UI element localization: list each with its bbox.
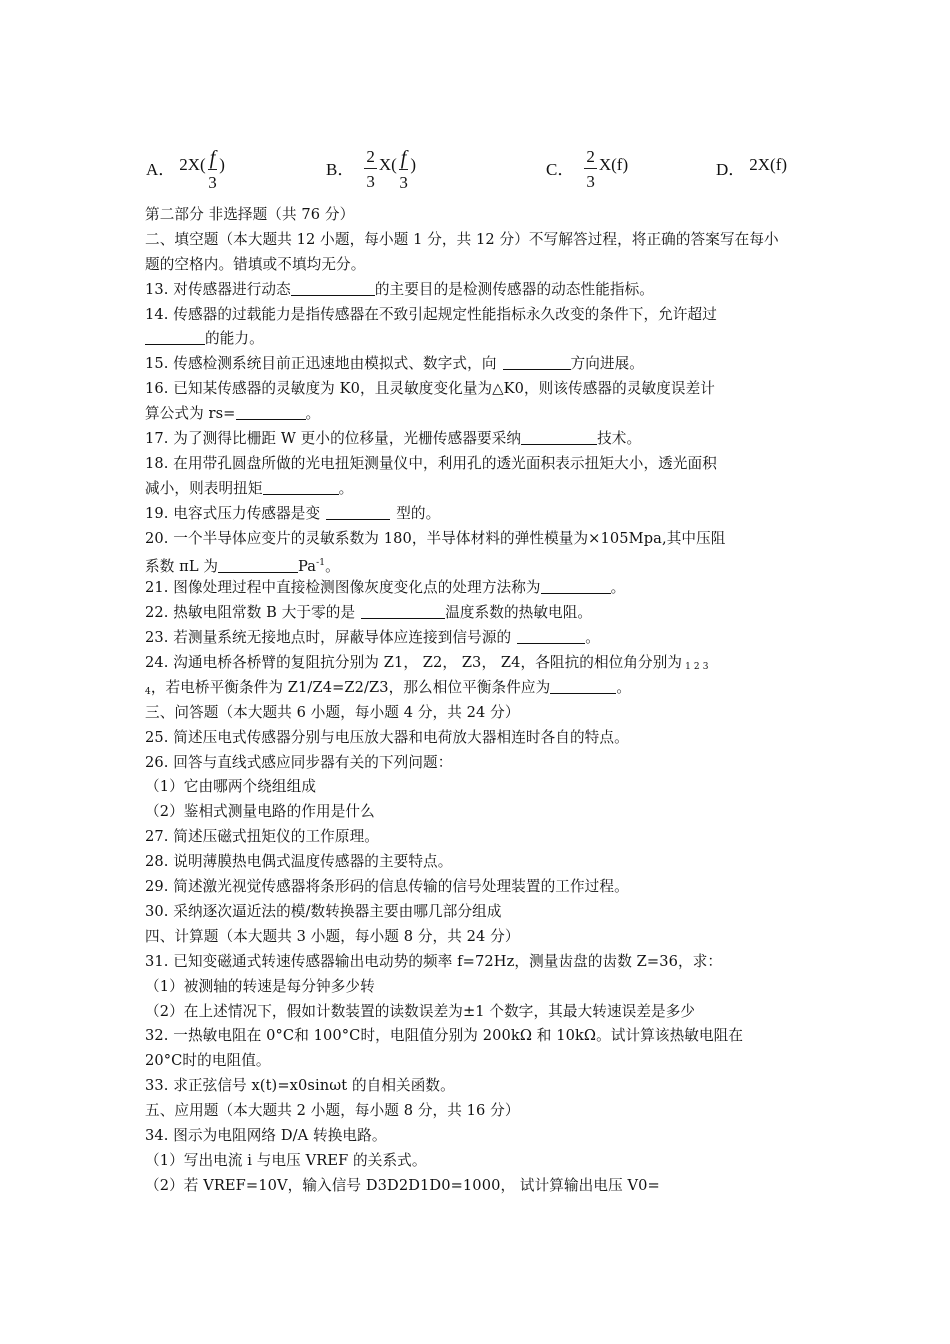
option-c-text: X(f) [598, 155, 629, 174]
section-fill-in-heading: 二、填空题（本大题共 12 小题，每小题 1 分，共 12 分）不写解答过程，将正确的答案写在每小 [145, 230, 779, 248]
section-fill-in-heading-cont: 题的空格内。错填或不填均无分。 [145, 255, 366, 273]
option-a-numerator: f [209, 147, 216, 169]
option-b-prefix: X( [378, 155, 397, 174]
question-20-cont [145, 551, 815, 576]
option-a-fraction [208, 148, 218, 191]
section-application-heading: 五、应用题（本大题共 2 小题，每小题 8 分，共 16 分） [145, 1102, 520, 1120]
option-b [326, 148, 416, 191]
section-qa-heading: 三、问答题（本大题共 6 小题，每小题 4 分，共 24 分） [145, 703, 520, 721]
question-15-text-a: 15. 传感检测系统目前正迅速地由模拟式、数字式，向 [145, 355, 497, 373]
question-20-text-a: 系数 πL 为 [145, 558, 219, 576]
option-b-coef-denominator: 3 [366, 172, 375, 191]
question-22 [145, 601, 815, 626]
question-24-text-c: 。 [616, 678, 632, 696]
question-26: 26. 回答与直线式感应同步器有关的下列问题： [145, 753, 453, 771]
option-a-suffix: ) [219, 155, 225, 174]
question-24-text-b: ，若电桥平衡条件为 Z1/Z4=Z2/Z3，那么相位平衡条件应为 [150, 678, 551, 696]
option-b-coefficient [364, 148, 377, 190]
option-a-prefix: 2X( [179, 155, 206, 174]
question-13-text-a: 13. 对传感器进行动态 [145, 280, 291, 298]
question-22-text-b: 温度系数的热敏电阻。 [445, 604, 593, 622]
question-20-exponent: -1 [316, 558, 326, 569]
option-b-denominator: 3 [399, 173, 408, 192]
question-28: 28. 说明薄膜热电偶式温度传感器的主要特点。 [145, 853, 453, 871]
question-29: 29. 简述激光视觉传感器将条形码的信息传输的信号处理装置的工作过程。 [145, 878, 629, 896]
question-15 [145, 352, 815, 377]
question-20-text-b: 。 [325, 558, 340, 576]
question-20-unit: Pa [298, 558, 317, 576]
question-14: 14. 传感器的过载能力是指传感器在不致引起规定性能指标永久改变的条件下，允许超过 [145, 305, 717, 323]
option-b-letter: B． [326, 160, 355, 179]
answer-blank [145, 330, 205, 345]
question-24 [145, 651, 815, 676]
question-24-text-a: 24. 沟通电桥各桥臂的复阻抗分别为 Z1， Z2， Z3， Z4，各阻抗的相位角分别为 [145, 654, 683, 672]
question-24-subscripts: 1 2 3 [685, 662, 709, 673]
answer-blank [326, 505, 390, 520]
option-d [716, 148, 787, 180]
question-31: 31. 已知变磁通式转速传感器输出电动势的频率 f=72Hz，测量齿盘的齿数 Z=36，求： [145, 952, 723, 970]
option-b-suffix: ) [410, 155, 417, 174]
question-13-text-b: 的主要目的是检测传感器的动态性能指标。 [374, 280, 654, 298]
option-c-letter: C． [546, 160, 575, 179]
question-31-part-2: （2）在上述情况下，假如计数装置的读数误差为±1 个数字，其最大转速误差是多少 [145, 1002, 696, 1020]
option-b-fraction [399, 148, 409, 191]
option-a [146, 148, 225, 191]
question-22-text-a: 22. 热敏电阻常数 B 大于零的是 [145, 604, 356, 622]
question-19-text-b: 型的。 [396, 504, 441, 522]
question-21-text-a: 21. 图像处理过程中直接检测图像灰度变化点的处理方法称为 [145, 579, 541, 597]
question-23-text-a: 23. 若测量系统无接地点时，屏蔽导体应连接到信号源的 [145, 629, 512, 647]
question-32: 32. 一热敏电阻在 0°C和 100°C时，电阻值分别为 200kΩ 和 10kΩ。试计算该热敏电阻在 [145, 1027, 744, 1045]
answer-blank [218, 558, 298, 573]
question-18-cont [145, 477, 815, 502]
option-d-text: 2X(f) [749, 155, 788, 174]
question-17-text-a: 17. 为了测得比栅距 W 更小的位移量，光栅传感器要采纳 [145, 430, 522, 448]
question-33: 33. 求正弦信号 x(t)=x0sinωt 的自相关函数。 [145, 1077, 455, 1095]
answer-blank [263, 480, 339, 495]
question-18-text-a: 减小，则表明扭矩 [145, 479, 263, 497]
option-c-coefficient [584, 148, 597, 190]
question-17-text-b: 技术。 [597, 430, 642, 448]
option-c-coef-denominator: 3 [586, 172, 595, 191]
question-19 [145, 502, 815, 527]
question-23 [145, 626, 815, 651]
question-14-cont [145, 327, 815, 352]
question-18: 18. 在用带孔圆盘所做的光电扭矩测量仪中，利用孔的透光面积表示扭矩大小，透光面积 [145, 454, 717, 472]
question-25: 25. 简述压电式传感器分别与电压放大器和电荷放大器相连时各自的特点。 [145, 728, 629, 746]
question-32-cont: 20°C时的电阻值。 [145, 1052, 271, 1070]
question-17 [145, 427, 815, 452]
answer-blank [361, 604, 445, 619]
option-a-denominator: 3 [208, 173, 217, 192]
option-b-coef-numerator: 2 [364, 148, 377, 169]
question-21 [145, 576, 815, 601]
question-34: 34. 图示为电阻网络 D/A 转换电路。 [145, 1126, 387, 1144]
answer-blank [503, 355, 571, 370]
question-34-part-2: （2）若 VREF=10V，输入信号 D3D2D1D0=1000， 试计算输出电压 V0= [145, 1176, 660, 1194]
answer-blank [517, 629, 585, 644]
question-34-part-1: （1）写出电流 i 与电压 VREF 的关系式。 [145, 1151, 427, 1169]
question-31-part-1: （1）被测轴的转速是每分钟多少转 [145, 977, 375, 995]
option-a-letter: A． [146, 160, 176, 179]
answer-blank [291, 281, 375, 296]
answer-blank [521, 430, 597, 445]
question-23-text-b: 。 [585, 629, 600, 647]
question-18-text-b: 。 [338, 479, 354, 497]
question-16-text-a: 算公式为 rs= [145, 405, 236, 423]
question-20: 20. 一个半导体应变片的灵敏系数为 180，半导体材料的弹性模量为×105Mpa,其中压阻 [145, 529, 726, 547]
question-15-text-b: 方向进展。 [570, 355, 644, 373]
question-19-text-a: 19. 电容式压力传感器是变 [145, 504, 321, 522]
option-b-numerator: f [400, 147, 407, 169]
section-calc-heading: 四、计算题（本大题共 3 小题，每小题 8 分，共 24 分） [145, 927, 520, 945]
question-26-part-2: （2）鉴相式测量电路的作用是什么 [145, 803, 375, 821]
question-16-cont [145, 402, 815, 427]
question-14-text-b: 的能力。 [205, 330, 264, 348]
question-27: 27. 简述压磁式扭矩仪的工作原理。 [145, 828, 379, 846]
part-two-heading: 第二部分 非选择题（共 76 分） [145, 206, 355, 223]
answer-options [146, 148, 826, 196]
question-26-part-1: （1）它由哪两个绕组组成 [145, 778, 317, 796]
question-24-cont [145, 676, 815, 701]
answer-blank [550, 679, 616, 694]
option-c-coef-numerator: 2 [584, 148, 597, 169]
answer-blank [236, 405, 306, 420]
option-c [546, 148, 628, 190]
question-21-text-b: 。 [610, 579, 626, 597]
exam-text [145, 203, 815, 1199]
answer-blank [541, 579, 611, 594]
question-16: 16. 已知某传感器的灵敏度为 K0，且灵敏度变化量为△K0，则该传感器的灵敏度误差计 [145, 380, 715, 398]
question-16-text-b: 。 [305, 405, 321, 423]
question-30: 30. 采纳逐次逼近法的模/数转换器主要由哪几部分组成 [145, 902, 502, 920]
question-13 [145, 278, 815, 303]
question-24-subscript-4: 4 [145, 686, 151, 697]
option-d-letter: D． [716, 160, 746, 179]
